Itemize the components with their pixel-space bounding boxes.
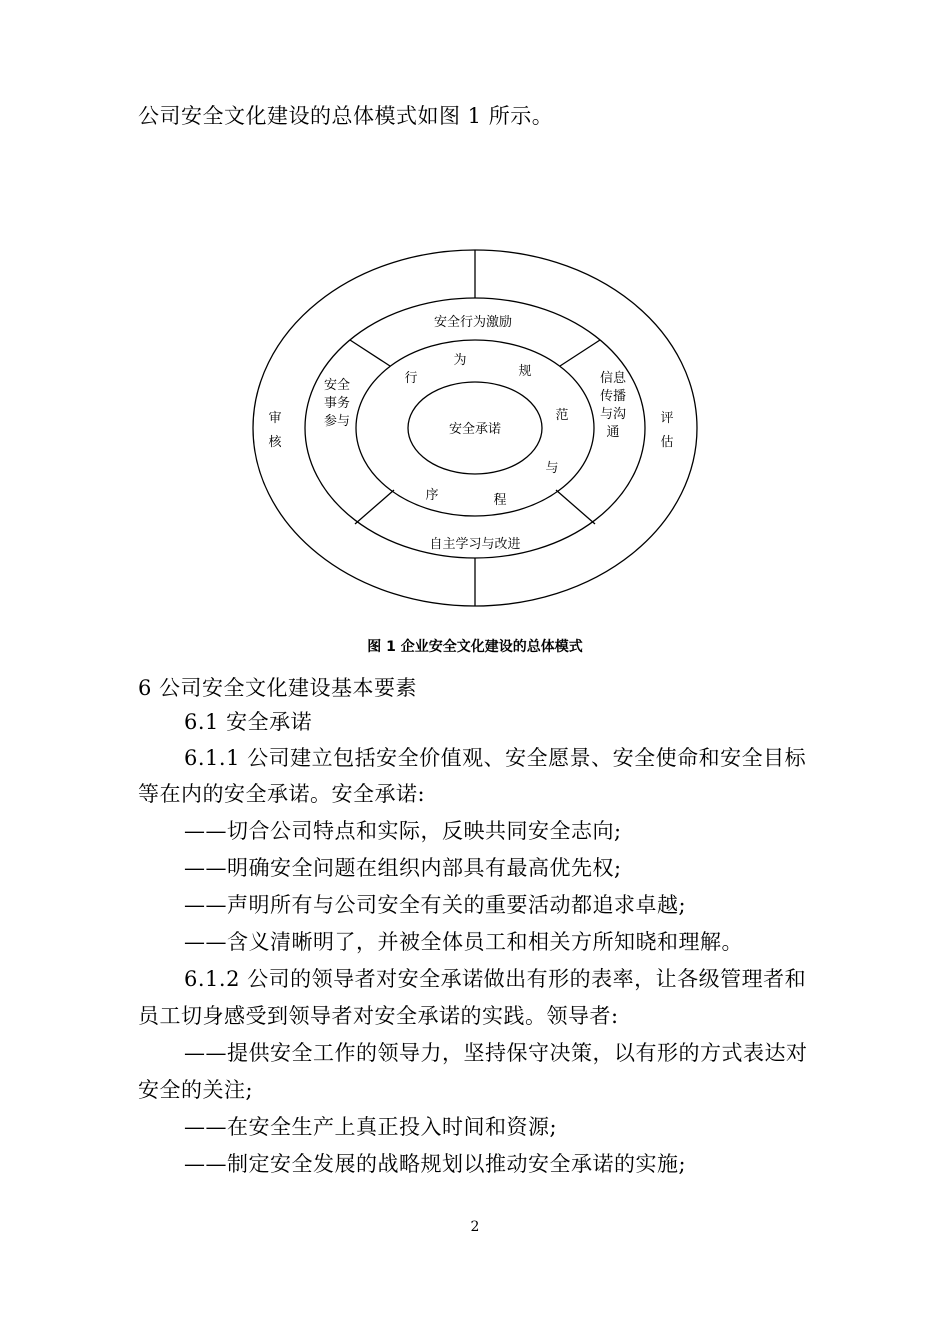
- bullet-7: ——制定安全发展的战略规划以推动安全承诺的实施;: [184, 1152, 687, 1176]
- ring2-char-1: 为: [453, 353, 467, 368]
- outer-right-char-1: 评: [660, 411, 674, 426]
- ring2-char-3: 规: [518, 364, 532, 379]
- bullet-5-line-2: 安全的关注;: [138, 1078, 254, 1102]
- left-label-line-3: 参与: [323, 414, 351, 429]
- right-label-line-1: 信息: [599, 371, 627, 386]
- section-heading: 6 公司安全文化建设基本要素: [138, 676, 418, 700]
- right-label-line-4: 通: [606, 425, 620, 440]
- bullet-4: ——含义清晰明了，并被全体员工和相关方所知晓和理解。: [184, 930, 743, 954]
- ring2-char-2: 行: [404, 371, 418, 386]
- divider-lower-right: [556, 490, 595, 524]
- paragraph-611-line-1: 6.1.1 公司建立包括安全价值观、安全愿景、安全使命和安全目标: [184, 746, 807, 770]
- paragraph-612-line-2: 员工切身感受到领导者对安全承诺的实践。领导者:: [138, 1004, 619, 1028]
- bullet-3: ——声明所有与公司安全有关的重要活动都追求卓越;: [184, 893, 687, 917]
- paragraph-611-line-2: 等在内的安全承诺。安全承诺:: [138, 782, 426, 806]
- right-label-line-3: 与沟: [599, 407, 627, 422]
- divider-lower-left: [355, 490, 394, 524]
- safety-culture-diagram: [0, 0, 950, 660]
- left-label-line-2: 事务: [323, 396, 351, 411]
- page-number: 2: [470, 1219, 480, 1235]
- bullet-5-line-1: ——提供安全工作的领导力，坚持保守决策，以有形的方式表达对: [184, 1041, 808, 1065]
- divider-upper-right: [560, 340, 600, 366]
- center-label: 安全承诺: [448, 422, 502, 437]
- bullet-1: ——切合公司特点和实际，反映共同安全志向;: [184, 819, 622, 843]
- outer-left-char-1: 审: [268, 411, 282, 426]
- outer-right-char-2: 估: [660, 435, 674, 450]
- ring2-char-4: 范: [555, 408, 569, 423]
- subsection-heading: 6.1 安全承诺: [184, 710, 313, 734]
- ring2-char-6: 序: [425, 488, 439, 503]
- intro-text: 公司安全文化建设的总体模式如图 1 所示。: [138, 104, 554, 128]
- outer-left-char-2: 核: [268, 435, 282, 450]
- ring2-char-5: 与: [545, 461, 559, 476]
- bullet-2: ——明确安全问题在组织内部具有最高优先权;: [184, 856, 622, 880]
- top-segment-label: 安全行为激励: [433, 315, 513, 330]
- paragraph-612-line-1: 6.1.2 公司的领导者对安全承诺做出有形的表率，让各级管理者和: [184, 967, 807, 991]
- left-label-line-1: 安全: [323, 378, 351, 393]
- ring2-char-7: 程: [493, 493, 507, 508]
- figure-caption: 图 1 企业安全文化建设的总体模式: [367, 639, 583, 655]
- bottom-segment-label: 自主学习与改进: [429, 537, 521, 552]
- bullet-6: ——在安全生产上真正投入时间和资源;: [184, 1115, 558, 1139]
- right-label-line-2: 传播: [599, 389, 627, 404]
- divider-upper-left: [350, 340, 390, 366]
